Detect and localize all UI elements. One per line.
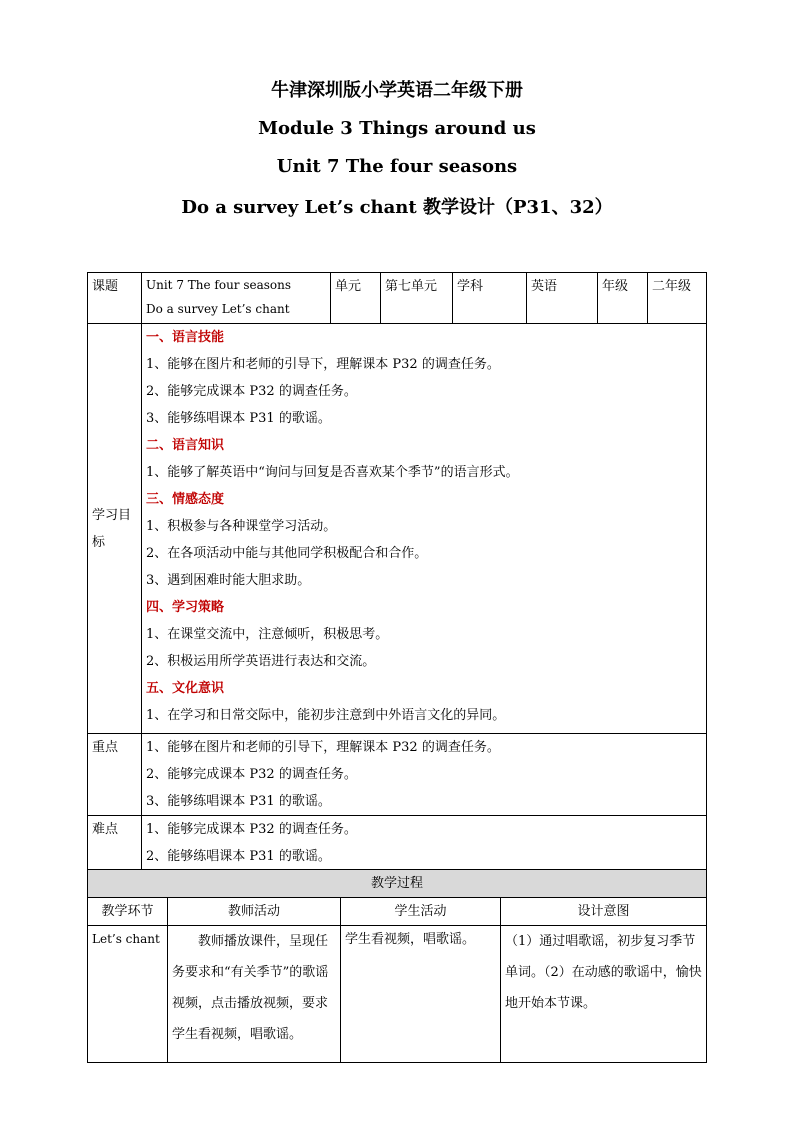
section-heading: 二、语言知识 [146, 438, 225, 453]
objective-item: 1、在课堂交流中，注意倾听，积极思考。 [146, 627, 389, 642]
subject-value: 英语 [527, 273, 598, 324]
grade-label: 年级 [598, 273, 648, 324]
section-heading: 一、语言技能 [146, 330, 225, 345]
info-table [87, 272, 707, 873]
stage-cell: Let’s chant [88, 926, 168, 1063]
unit-value: 第七单元 [381, 273, 453, 324]
objective-item: 2、积极运用所学英语进行表达和交流。 [146, 654, 376, 669]
topic-line: Unit 7 The four seasons [146, 278, 292, 292]
objective-item: 1、积极参与各种课堂学习活动。 [146, 519, 337, 534]
section-heading: 三、情感态度 [146, 492, 225, 507]
section-heading: 五、文化意识 [146, 681, 225, 696]
key-point-item: 1、能够在图片和老师的引导下，理解课本 P32 的调查任务。 [146, 740, 500, 755]
key-points-cell [142, 734, 707, 816]
objective-item: 1、能够在图片和老师的引导下，理解课本 P32 的调查任务。 [146, 357, 500, 372]
section-heading: 四、学习策略 [146, 600, 225, 615]
key-points-label: 重点 [88, 734, 142, 816]
unit-title: Unit 7 The four seasons [276, 156, 518, 177]
header-teacher: 教师活动 [168, 898, 341, 926]
process-table [87, 869, 707, 1063]
lesson-title: Do a survey Let’s chant 教学设计（P31、32） [181, 197, 613, 218]
objectives-label: 学习目标 [88, 324, 142, 734]
header-intent: 设计意图 [501, 898, 707, 926]
header-student: 学生活动 [341, 898, 501, 926]
student-activity-cell: 学生看视频，唱歌谣。 [341, 926, 501, 1063]
doc-title: 牛津深圳版小学英语二年级下册 [271, 80, 523, 101]
objective-item: 1、在学习和日常交际中，能初步注意到中外语言文化的异同。 [146, 708, 506, 723]
key-point-item: 3、能够练唱课本 P31 的歌谣。 [146, 794, 331, 809]
objective-item: 2、能够完成课本 P32 的调查任务。 [146, 384, 357, 399]
difficulties-label: 难点 [88, 816, 142, 873]
grade-value: 二年级 [648, 273, 707, 324]
difficulty-item: 1、能够完成课本 P32 的调查任务。 [146, 822, 357, 837]
topic-line: Do a survey Let’s chant [146, 302, 290, 316]
intent-cell: （1）通过唱歌谣，初步复习季节单词。（2）在动感的歌谣中，愉快地开始本节课。 [501, 926, 707, 1063]
difficulties-cell [142, 816, 707, 873]
module-title: Module 3 Things around us [258, 118, 536, 139]
objective-item: 1、能够了解英语中“询问与回复是否喜欢某个季节”的语言形式。 [146, 465, 519, 480]
header-stage: 教学环节 [88, 898, 168, 926]
process-title: 教学过程 [88, 870, 707, 898]
topic-label: 课题 [88, 273, 142, 324]
difficulty-item: 2、能够练唱课本 P31 的歌谣。 [146, 849, 331, 864]
teacher-activity-cell: 教师播放课件，呈现任务要求和“有关季节”的歌谣视频，点击播放视频，要求学生看视频，唱歌谣。 [168, 926, 341, 1063]
subject-label: 学科 [453, 273, 527, 324]
objectives-cell [142, 324, 707, 734]
unit-label: 单元 [331, 273, 381, 324]
objective-item: 2、在各项活动中能与其他同学积极配合和合作。 [146, 546, 428, 561]
objective-item: 3、遇到困难时能大胆求助。 [146, 573, 311, 588]
objective-item: 3、能够练唱课本 P31 的歌谣。 [146, 411, 331, 426]
key-point-item: 2、能够完成课本 P32 的调查任务。 [146, 767, 357, 782]
